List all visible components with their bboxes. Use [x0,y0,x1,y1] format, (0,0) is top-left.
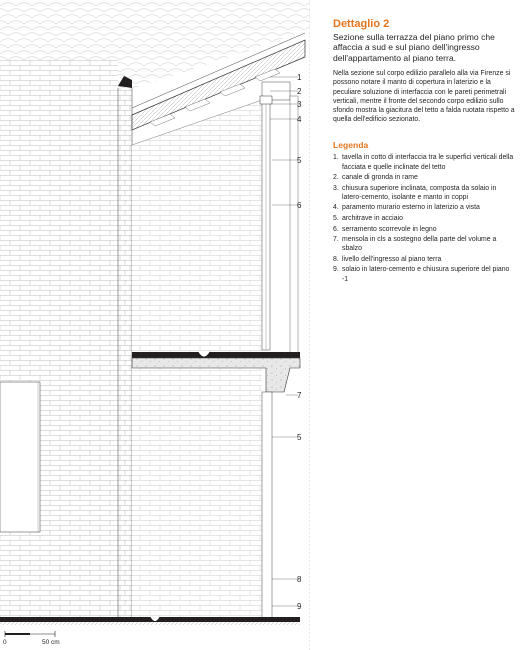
legend-item-text: canale di gronda in rame [342,174,418,182]
legend-item-text: serramento scorrevole in legno [342,225,437,233]
callout-4: 4 [297,115,302,124]
callout-2: 2 [297,87,302,96]
legend-item [333,235,515,253]
legend-item-text: architrave in acciaio [342,215,403,222]
legend-item-number: 1. [333,154,339,162]
legend-item [333,225,515,234]
legend-item [333,265,515,283]
legend-item [333,203,515,212]
callout-5-upper: 5 [297,156,302,165]
description-panel [333,18,515,285]
legend-item-number: 9. [333,266,339,274]
legend-item-number: 3. [333,184,339,192]
callout-3: 3 [297,100,302,109]
legend-item [333,184,515,202]
legend-item-text: chiusura superiore inclinata, composta da solaio in latero-cemento, isolante e manto in coppi [342,184,497,201]
legend-list [333,153,515,283]
callout-6: 6 [297,201,302,210]
section-brick-column [118,88,132,620]
legend-item-number: 4. [333,204,339,212]
legend-item-number: 2. [333,174,339,182]
callout-1: 1 [297,73,302,82]
detail-subtitle: Sezione sulla terrazza del piano primo che affaccia a sud e sul piano dell'ingresso dell'appartamento al piano terra. [333,32,495,63]
scale-bar [5,631,55,637]
scale-start-label: 0 [3,639,7,646]
legend-item-number: 6. [333,225,339,233]
legend-item [333,173,515,182]
steel-lintel [260,96,272,104]
legend-item-number: 7. [333,236,339,244]
left-brick-facade [0,60,118,620]
scale-end-label: 50 cm [42,639,60,646]
legend-item-text: mensola in cls a sostegno della parte del volume a sbalzo [342,236,497,253]
legend-item [333,214,515,223]
legend-item-number: 8. [333,255,339,263]
legend-title: Legenda [333,140,369,151]
callout-9: 9 [297,602,302,611]
legend-item [333,153,515,171]
legend-item-text: paramento murario esterno in laterizio a vista [342,204,480,212]
ground-floor-window [0,382,40,532]
legend-item-number: 5. [333,215,339,222]
detail-title: Dettaglio 2 [333,18,390,30]
terrace-slab-top [132,352,300,358]
detail-description: Nella sezione sul corpo edilizio parallelo alla via Firenze si possono notare il manto di copertura in laterizio e la peculiare soluzione di interfaccia con le pareti perimetrali verticali, mentre il fronte del secondo corpo edilizio sullo sfondo mostra la giacitura del tetto a falda ruotata rispetto a quella dell'edificio sezionato. [333,70,515,124]
legend-item-text: tavella in cotto di interfaccia tra le superfici verticali della facciata e quelle inclinate del tetto [342,154,514,171]
callout-5-lower: 5 [297,433,302,442]
legend-item-text: solaio in latero-cemento e chiusura superiore del piano -1 [342,266,510,283]
callout-7: 7 [297,391,302,400]
legend-item [333,255,515,264]
callout-8: 8 [297,575,302,584]
legend-item-text: livello dell'ingresso al piano terra [342,255,442,263]
